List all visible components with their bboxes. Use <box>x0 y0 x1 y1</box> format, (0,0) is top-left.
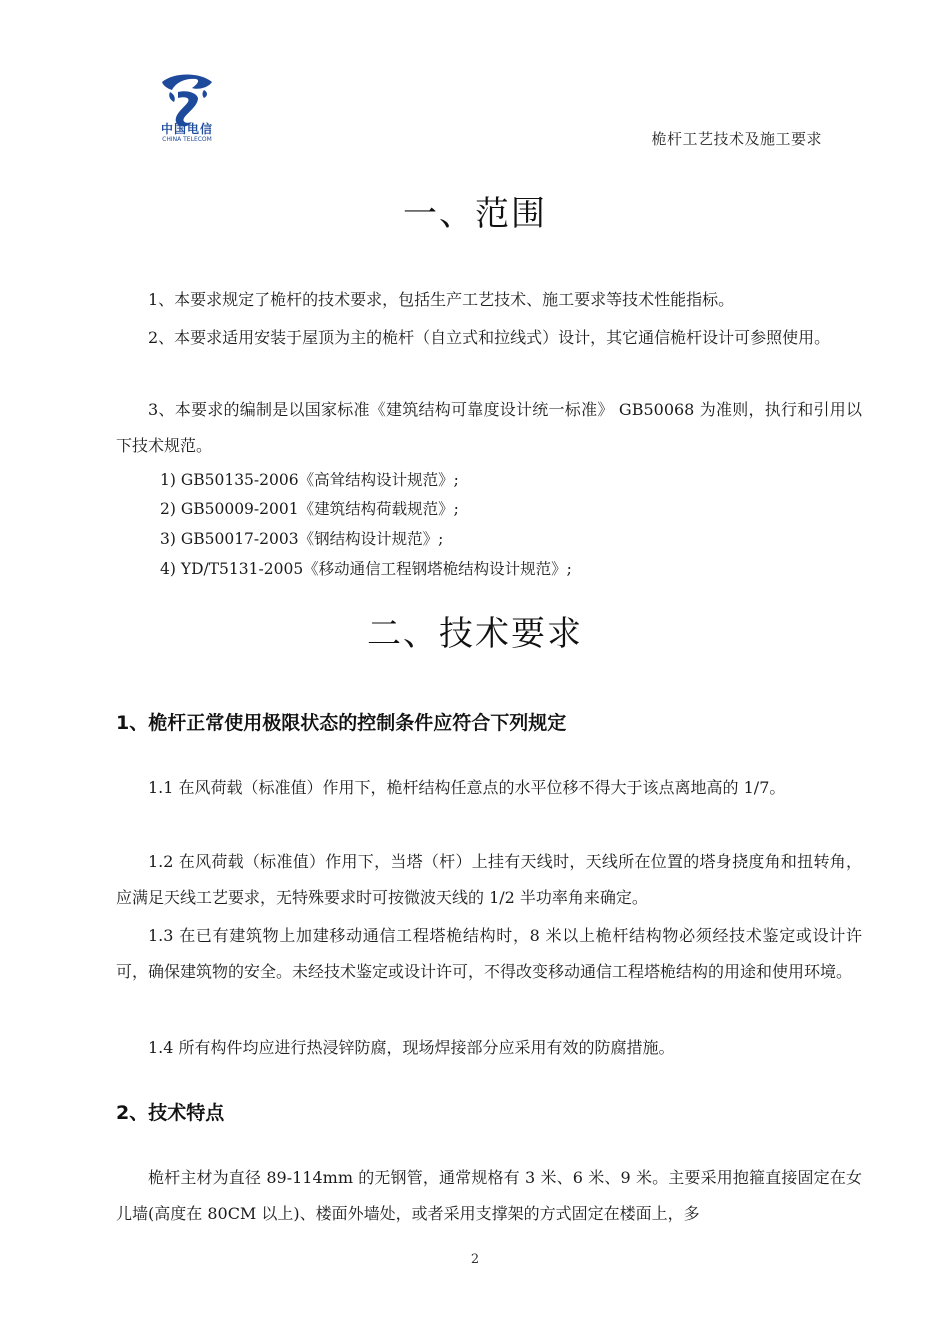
china-telecom-logo <box>152 68 222 146</box>
standard-item-4: 4) YD/T5131-2005《移动通信工程钢塔桅结构设计规范》; <box>160 560 572 578</box>
subsection-heading-limit-state: 1、桅杆正常使用极限状态的控制条件应符合下列规定 <box>116 712 567 734</box>
logo-text-cn: 中国电信 <box>160 122 213 136</box>
document-header-title: 桅杆工艺技术及施工要求 <box>651 130 822 148</box>
scope-paragraph-3: 3、本要求的编制是以国家标准《建筑结构可靠度设计统一标准》 GB50068 为准则，执行和引用以下技术规范。 <box>116 400 862 455</box>
standard-item-3: 3) GB50017-2003《钢结构设计规范》; <box>160 530 444 548</box>
standard-item-2: 2) GB50009-2001《建筑结构荷载规范》; <box>160 500 459 518</box>
section-title-technical-requirements: 二、技术要求 <box>367 614 583 654</box>
page-number: 2 <box>470 1252 480 1267</box>
requirement-item-1-3: 1.3 在已有建筑物上加建移动通信工程塔桅结构时，8 米以上桅杆结构物必须经技术鉴定或设计许可，确保建筑物的安全。未经技术鉴定或设计许可，不得改变移动通信工程塔桅结构的用途和使用环境。 <box>116 926 862 981</box>
section-title-scope: 一、范围 <box>403 194 547 234</box>
requirement-item-1-4: 1.4 所有构件均应进行热浸锌防腐，现场焊接部分应采用有效的防腐措施。 <box>148 1038 675 1057</box>
logo-text-en: CHINA TELECOM <box>162 136 212 143</box>
scope-paragraph-2: 2、本要求适用安装于屋顶为主的桅杆（自立式和拉线式）设计，其它通信桅杆设计可参照使用。 <box>148 328 831 347</box>
features-paragraph: 桅杆主材为直径 89-114mm 的无钢管，通常规格有 3 米、6 米、9 米。主要采用抱箍直接固定在女儿墙(高度在 80CM 以上)、楼面外墙处，或者采用支撑架的方式固定在楼面上，多 <box>116 1168 862 1223</box>
requirement-item-1-2: 1.2 在风荷载（标准值）作用下，当塔（杆）上挂有天线时，天线所在位置的塔身挠度角和扭转角，应满足天线工艺要求，无特殊要求时可按微波天线的 1/2 半功率角来确定。 <box>116 852 862 907</box>
requirement-item-1-1: 1.1 在风荷载（标准值）作用下，桅杆结构任意点的水平位移不得大于该点离地高的 1/7。 <box>148 778 786 797</box>
standard-item-1: 1) GB50135-2006《高耸结构设计规范》; <box>160 471 459 489</box>
scope-paragraph-1: 1、本要求规定了桅杆的技术要求，包括生产工艺技术、施工要求等技术性能指标。 <box>148 290 735 309</box>
subsection-heading-features: 2、技术特点 <box>116 1102 225 1124</box>
